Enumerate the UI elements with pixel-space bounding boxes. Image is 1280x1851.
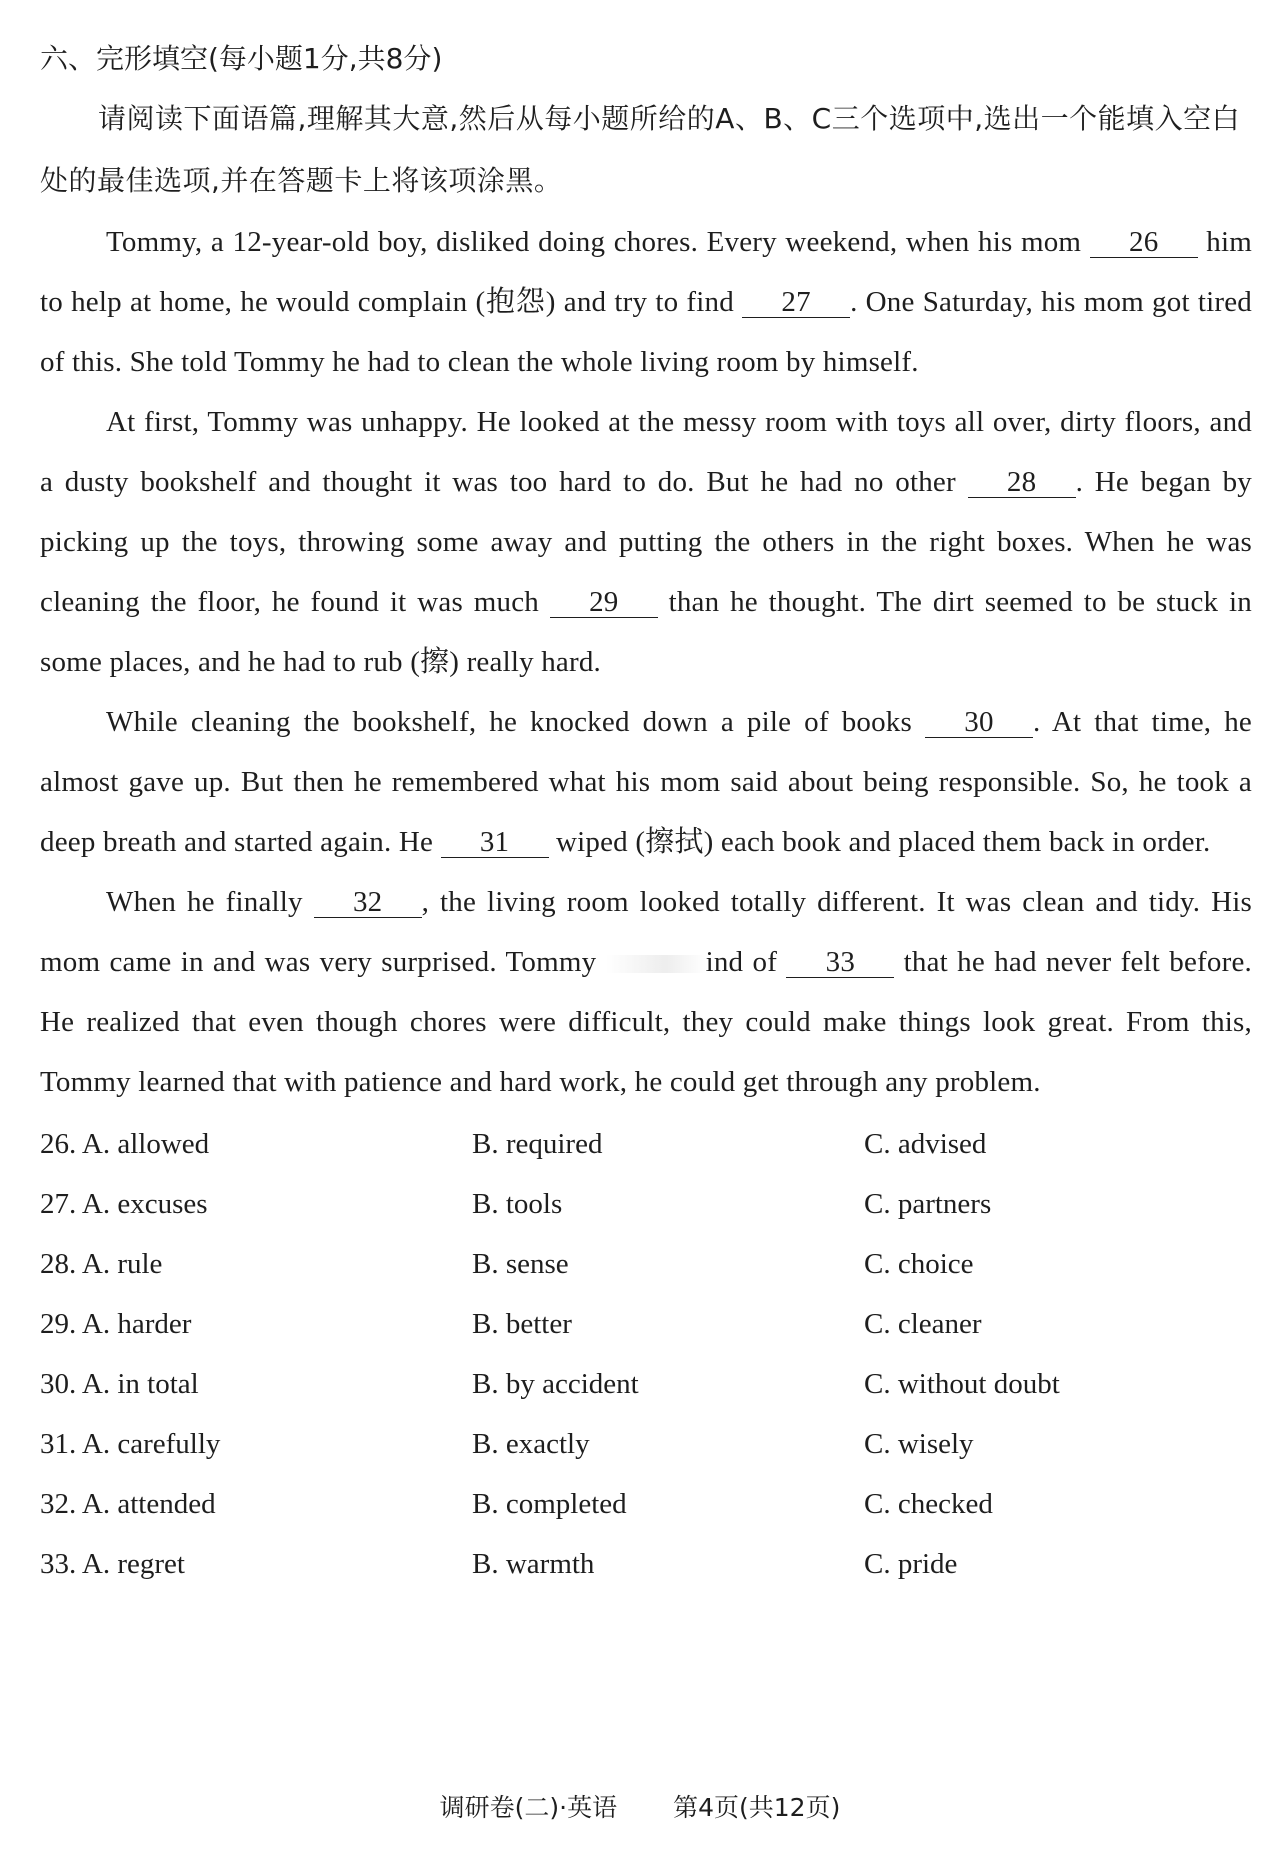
exam-page [40, 30, 1252, 1594]
option-a: 29. A. harder [40, 1308, 192, 1340]
option-a: 26. A. allowed [40, 1128, 210, 1160]
paragraph-1 [40, 212, 1252, 392]
option-row [40, 1354, 1252, 1414]
option-c: C. advised [864, 1128, 987, 1160]
text: . One Saturday, his mom got tired of this. She told Tommy he had to clean the whole living room by himself. [40, 286, 1252, 378]
instruction-text: 请阅读下面语篇,理解其大意,然后从每小题所给的A、B、C三个选项中,选出一个能填入空白处的最佳选项,并在答题卡上将该项涂黑。 [40, 102, 1241, 197]
option-b: B. completed [472, 1488, 627, 1520]
text: him to help at home, he would complain (抱怨) and try to find [40, 226, 1252, 318]
option-b: B. better [472, 1308, 572, 1340]
option-row [40, 1114, 1252, 1174]
option-c: C. cleaner [864, 1308, 982, 1340]
blank-26: 26 [1090, 227, 1198, 258]
option-c: C. partners [864, 1188, 992, 1220]
blank-29: 29 [550, 587, 658, 618]
option-a: 30. A. in total [40, 1368, 199, 1400]
text: ind of [705, 946, 778, 978]
cloze-passage [40, 212, 1252, 1112]
blank-27: 27 [742, 287, 850, 318]
section-title: 六、完形填空(每小题1分,共8分) [40, 42, 443, 75]
option-row [40, 1414, 1252, 1474]
option-c: C. without doubt [864, 1368, 1060, 1400]
option-row [40, 1474, 1252, 1534]
blank-33: 33 [786, 947, 894, 978]
text: . He began by picking up the toys, throwing some away and putting the others in the right boxes. When he was cleaning the floor, he found it was much [40, 466, 1252, 618]
option-b: B. sense [472, 1248, 569, 1280]
text: At first, Tommy was unhappy. He looked at the messy room with toys all over, dirty floors, and a dusty bookshelf and thought it was too hard to do. But he had no other [40, 406, 1252, 498]
option-a: 27. A. excuses [40, 1188, 208, 1220]
blank-32: 32 [314, 887, 422, 918]
option-a: 31. A. carefully [40, 1428, 221, 1460]
text: Tommy, a 12-year-old boy, disliked doing chores. Every weekend, when his mom [106, 226, 1082, 258]
option-a: 32. A. attended [40, 1488, 216, 1520]
option-row [40, 1174, 1252, 1234]
text: While cleaning the bookshelf, he knocked down a pile of books [106, 706, 912, 738]
blank-31: 31 [441, 827, 549, 858]
option-b: B. exactly [472, 1428, 590, 1460]
text: than he thought. The dirt seemed to be stuck in some places, and he had to rub (擦) really hard. [40, 586, 1252, 678]
paragraph-3 [40, 692, 1252, 872]
option-c: C. checked [864, 1488, 993, 1520]
option-b: B. warmth [472, 1548, 595, 1580]
option-c: C. choice [864, 1248, 974, 1280]
option-a: 33. A. regret [40, 1548, 185, 1580]
text: wiped (擦拭) each book and placed them back in order. [556, 826, 1211, 858]
obscured-text-smudge [606, 955, 706, 973]
answer-options [40, 1114, 1252, 1594]
option-b: B. by accident [472, 1368, 639, 1400]
text: that he had never felt before. He realized that even though chores were difficult, they could make things look great. From this, Tommy learned that with patience and hard work, he could get through any problem. [40, 946, 1252, 1098]
footer-exam-title: 调研卷(二)·英语 [439, 1793, 618, 1822]
text: When he finally [106, 886, 303, 918]
paragraph-4 [40, 872, 1252, 1112]
text: . At that time, he almost gave up. But then he remembered what his mom said about being responsible. So, he took a deep breath and started again. He [40, 706, 1253, 858]
option-row [40, 1294, 1252, 1354]
text: , the living room looked totally different. It was clean and tidy. His mom came in and was very surprised. Tommy [40, 886, 1252, 978]
option-b: B. required [472, 1128, 603, 1160]
option-c: C. pride [864, 1548, 958, 1580]
option-row [40, 1534, 1252, 1594]
option-b: B. tools [472, 1188, 563, 1220]
option-a: 28. A. rule [40, 1248, 163, 1280]
blank-30: 30 [925, 707, 1033, 738]
option-c: C. wisely [864, 1428, 974, 1460]
page-footer [0, 1788, 1280, 1824]
footer-page-number: 第4页(共12页) [673, 1793, 841, 1822]
paragraph-2 [40, 392, 1252, 692]
blank-28: 28 [968, 467, 1076, 498]
option-row [40, 1234, 1252, 1294]
